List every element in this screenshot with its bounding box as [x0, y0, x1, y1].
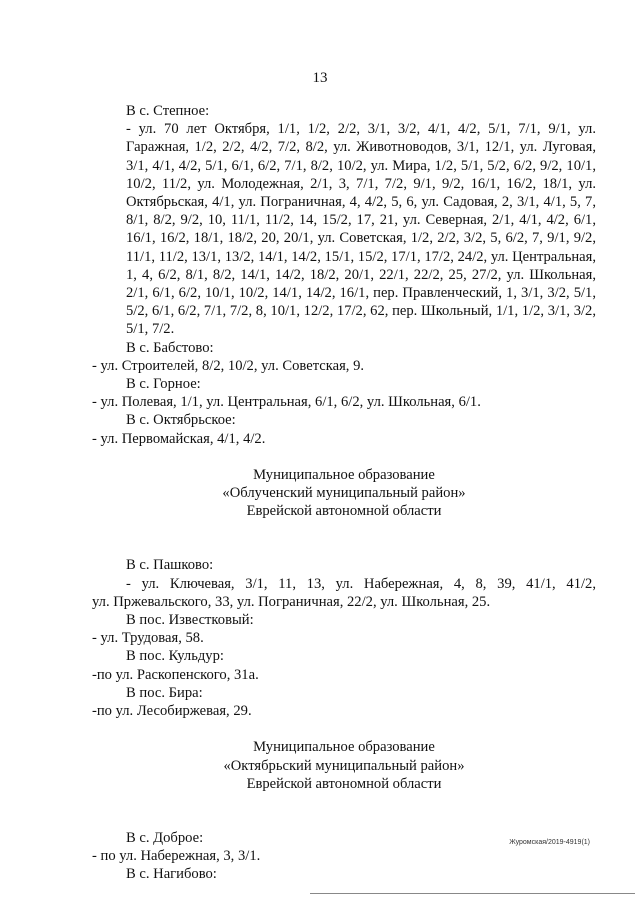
locality-heading-pashkovo: В с. Пашково:: [126, 557, 214, 574]
locality-heading-kuldur: В пос. Кульдур:: [126, 648, 224, 665]
document-footer-id: Журомская/2019-4919(1): [509, 839, 590, 846]
locality-heading-oktyabrskoe: В с. Октябрьское:: [126, 412, 236, 429]
address-list-kuldur: -по ул. Раскопенского, 31а.: [92, 666, 259, 683]
section-title-obluchensky-2: «Облученский муниципальный район»: [222, 485, 466, 502]
locality-heading-stepnoe: В с. Степное:: [126, 103, 210, 119]
section-title-obluchensky-3: Еврейской автономной области: [246, 503, 442, 520]
address-list-gornoe: - ул. Полевая, 1/1, ул. Центральная, 6/1, 6/2, ул. Школьная, 6/1.: [92, 394, 481, 411]
address-list-stepnoe: - ул. 70 лет Октября, 1/1, 1/2, 2/2, 3/1, 3/2, 4/1, 4/2, 5/1, 7/1, 9/1, ул. Гаражная, 1/2, 2/2, 4/2, 7/2, 8/2, ул. Животноводов, 3/1, 12/1, ул. Луговая, 3/1, 4/1, 4/2, 5/1, 6/1, 6/2, 7/1, 8/2, 10/2, ул. Мира, 1/2, 5/1, 5/2, 6/2, 9/2, 10/1, 10/2, 11/2, ул. Молодежная, 2/1, 3, 7/1, 7/2, 9/1, 9/2, 16/1, 16/2, 18/1, ул. Октябрьская, 4/1, ул. Пограничная, 4, 4/2, 5, 6, ул. Садовая, 2, 3/1, 4/1, 5, 7, 8/1, 8/2, 9/2, 10, 11/1, 11/2, 14, 15/2, 17, 21, ул. Северная, 2/1, 4/1, 4/2, 6/1, 16/1, 16/2, 18/1, 18/2, 20, 20/1, ул. Советская, 1/2, 2/2, 3/2, 5, 6/2, 7, 9/1, 9/2, 11/1, 11/2, 13/1, 13/2, 14/1, 14/2, 15/1, 15/2, 17/1, 17/2, 24/2, ул. Центральная, 1, 4, 6/2, 8/1, 8/2, 14/1, 14/2, 18/2, 20/1, 22/1, 22/2, 25, 27/2, ул. Школьная, 2/1, 6/1, 6/2, 10/1, 10/2, 14/1, 14/2, 16/1, пер. Правленческий, 1, 3/1, 3/2, 5/1, 5/2, 6/1, 6/2, 7/1, 7/2, 8, 10/1, 12/2, 17/2, 62, пер. Школьный, 1/1, 1/2, 3/1, 3/2, 5/1, 7/2.: [126, 121, 596, 338]
address-list-dobroe: - по ул. Набережная, 3, 3/1.: [92, 848, 261, 865]
address-list-izvestkovy: - ул. Трудовая, 58.: [92, 630, 204, 647]
section-title-oktyabrsky-1: Муниципальное образование: [253, 739, 435, 756]
section-title-oktyabrsky-3: Еврейской автономной области: [246, 775, 442, 792]
bottom-divider: [310, 893, 635, 894]
address-list-babstovo: - ул. Строителей, 8/2, 10/2, ул. Советская, 9.: [92, 357, 365, 374]
address-list-bira: -по ул. Лесобиржевая, 29.: [92, 703, 252, 720]
section-title-oktyabrsky-2: «Октябрьский муниципальный район»: [223, 757, 465, 774]
locality-heading-dobroe: В с. Доброе:: [126, 829, 204, 846]
locality-heading-gornoe: В с. Горное:: [126, 376, 201, 393]
locality-heading-izvestkovy: В пос. Известковый:: [126, 612, 254, 629]
locality-heading-bira: В пос. Бира:: [126, 684, 203, 701]
document-body: [92, 102, 596, 884]
address-list-pashkovo-line2: ул. Пржевальского, 33, ул. Пограничная, 22/2, ул. Школьная, 25.: [92, 593, 491, 610]
locality-heading-babstovo: В с. Бабстово:: [126, 339, 214, 356]
section-title-obluchensky-1: Муниципальное образование: [253, 466, 435, 483]
page-number: 13: [312, 70, 328, 86]
locality-heading-nagibovo: В с. Нагибово:: [126, 866, 217, 883]
address-list-pashkovo-line1: - ул. Ключевая, 3/1, 11, 13, ул. Набережная, 4, 8, 39, 41/1, 41/2,: [126, 575, 596, 592]
address-list-oktyabrskoe: - ул. Первомайская, 4/1, 4/2.: [92, 430, 266, 447]
